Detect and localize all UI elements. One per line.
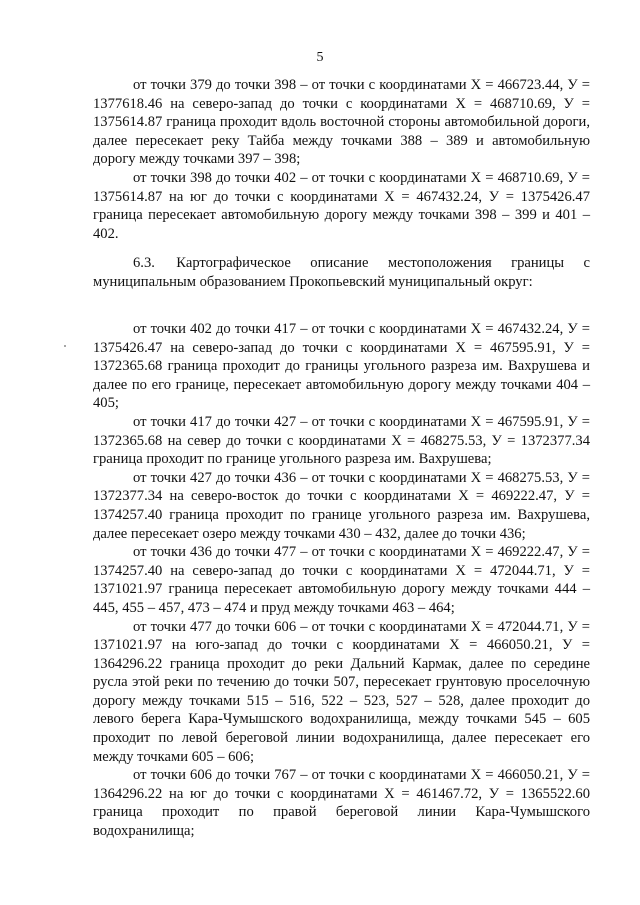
boundary-paragraph: от точки 398 до точки 402 – от точки с координатами Х = 468710.69, У = 1375614.87 на юг до точки с координатами Х = 467432.24, У = 1375426.47 граница пересекает автомобильную дорогу между точками 398 – 399 и 401 – 402. xyxy=(93,169,590,242)
boundary-paragraph: от точки 436 до точки 477 – от точки с координатами Х = 469222.47, У = 1374257.40 на северо-запад до точки с координатами Х = 472044.71, У = 1371021.97 граница пересекает автомобильную дорогу между точками 444 – 445, 455 – 457, 473 – 474 и пруд между точками 463 – 464; xyxy=(93,544,590,616)
boundary-paragraph: от точки 477 до точки 606 – от точки с координатами Х = 472044.71, У = 1371021.97 на юго-запад до точки с координатами Х = 466050.21, У = 1364296.22 граница проходит до реки Дальний Кармак, далее по середине русла этой реки по течению до точки 507, пересекает грунтовую проселочную дорогу между точками 515 – 516, 522 – 523, 527 – 528, далее проходит до левого берега Кара-Чумышского водохранилища, между точками 545 – 605 проходит по левой береговой линии водохранилища, далее пересекает его между точками 605 – 606; xyxy=(93,618,590,765)
boundary-paragraph: от точки 402 до точки 417 – от точки с координатами Х = 467432.24, У = 1375426.47 на северо-запад до точки с координатами Х = 467595.91, У = 1372365.68 граница проходит до границы угольного разреза им. Вахрушева и далее по его границе, пересекает автомобильную дорогу между точками 404 – 405; xyxy=(93,321,590,412)
scan-speck xyxy=(64,345,66,347)
boundary-paragraph: от точки 427 до точки 436 – от точки с координатами Х = 468275.53, У = 1372377.34 на северо-восток до точки с координатами Х = 469222.47, У = 1374257.40 граница проходит по границе угольного разреза им. Вахрушева, далее пересекает озеро между точками 430 – 432, далее до точки 436; xyxy=(93,469,590,542)
section-title: Картографическое описание местоположения границы с муниципальным образованием Прокопьевский муниципальный округ: xyxy=(93,255,590,290)
section-heading-paragraph xyxy=(93,254,590,291)
boundary-description-top xyxy=(93,76,590,243)
boundary-description-bottom xyxy=(93,320,590,841)
section-heading xyxy=(93,254,590,291)
section-number: 6.3. xyxy=(133,255,155,271)
page-number: 5 xyxy=(316,50,324,65)
boundary-paragraph: от точки 379 до точки 398 – от точки с координатами Х = 466723.44, У = 1377618.46 на северо-запад до точки с координатами Х = 468710.69, У = 1375614.87 граница проходит вдоль восточной стороны автомобильной дороги, далее пересекает реку Тайба между точками 388 – 389 и автомобильную дорогу между точками 397 – 398; xyxy=(93,77,590,168)
boundary-paragraph: от точки 417 до точки 427 – от точки с координатами Х = 467595.91, У = 1372365.68 на север до точки с координатами Х = 468275.53, У = 1372377.34 граница проходит по границе угольного разреза им. Вахрушева; xyxy=(93,413,590,468)
boundary-paragraph: от точки 606 до точки 767 – от точки с координатами Х = 466050.21, У = 1364296.22 на юг до точки с координатами Х = 461467.72, У = 1365522.60 граница проходит по правой береговой линии Кара-Чумышского водохранилища; xyxy=(93,767,590,840)
